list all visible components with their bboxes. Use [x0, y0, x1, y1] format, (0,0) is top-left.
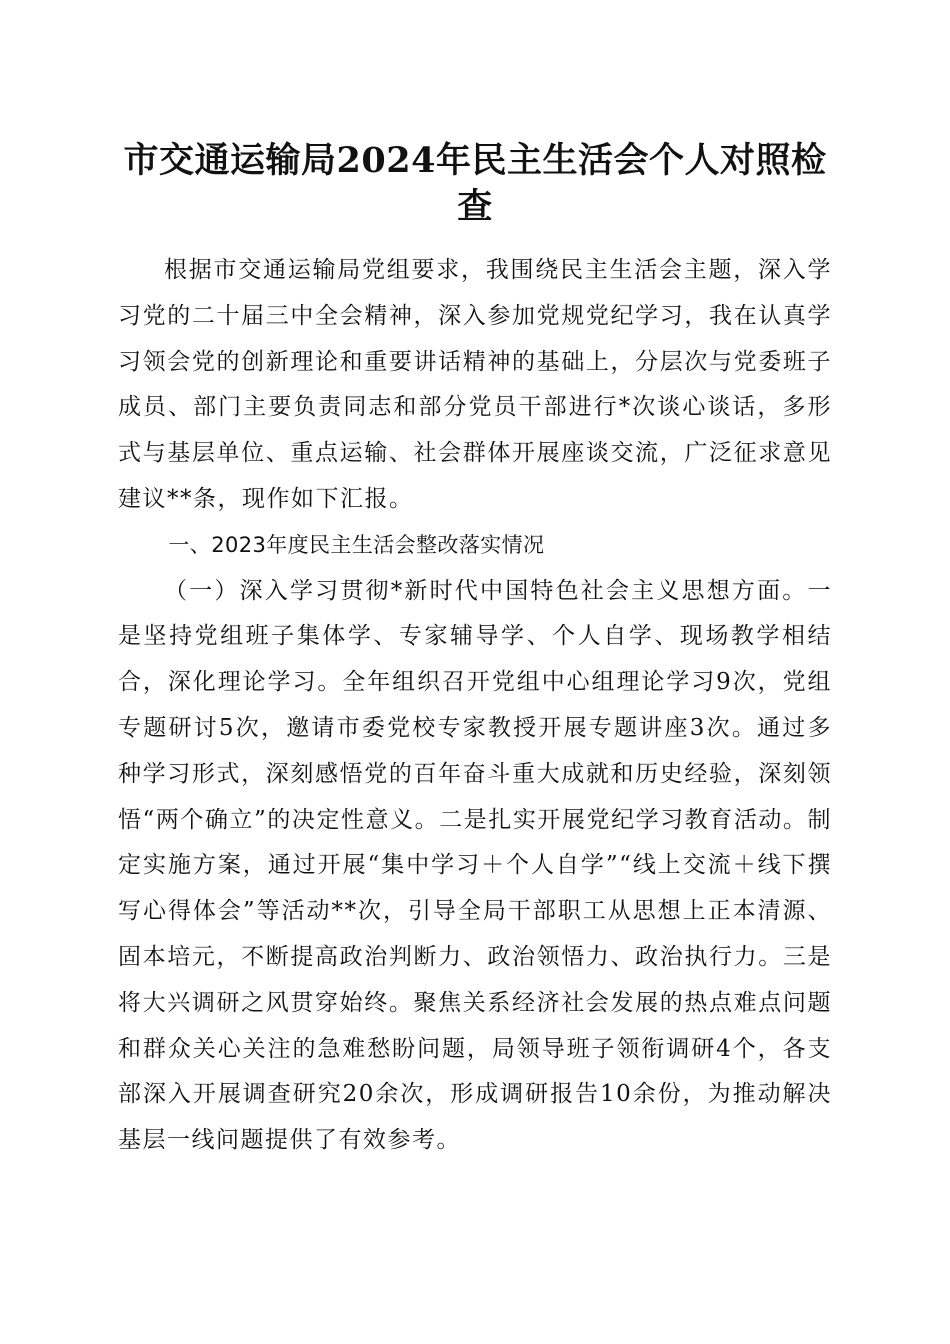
document-title: 市交通运输局2024年民主生活会个人对照检查: [123, 140, 827, 227]
intro-paragraph: 根据市交通运输局党组要求，我围绕民主生活会主题，深入学习党的二十届三中全会精神，深入参加党规党纪学习，我在认真学习领会党的创新理论和重要讲话精神的基础上，分层次与党委班子成员、部门主要负责同志和部分党员干部进行*次谈心谈话，多形式与基层单位、重点运输、社会群体开展座谈交流，广泛征求意见建议**条，现作如下汇报。: [118, 257, 832, 512]
subsection-paragraph-1: （一）深入学习贯彻*新时代中国特色社会主义思想方面。一是坚持党组班子集体学、专家辅导学、个人自学、现场教学相结合，深化理论学习。全年组织召开党组中心组理论学习9次，党组专题研讨5次，邀请市委党校专家教授开展专题讲座3次。通过多种学习形式，深刻感悟党的百年奋斗重大成就和历史经验，深刻领悟“两个确立”的决定性意义。二是扎实开展党纪学习教育活动。制定实施方案，通过开展“集中学习＋个人自学”“线上交流＋线下撰写心得体会”等活动**次，引导全局干部职工从思想上正本清源、固本培元，不断提高政治判断力、政治领悟力、政治执行力。三是将大兴调研之风贯穿始终。聚焦关系经济社会发展的热点难点问题和群众关心关注的急难愁盼问题，局领导班子领衔调研4个，各支部深入开展调查研究20余次，形成调研报告10余份，为推动解决基层一线问题提供了有效参考。: [118, 577, 832, 1154]
section-heading-1: 一、2023年度民主生活会整改落实情况: [168, 532, 545, 557]
document-body: [118, 248, 832, 1164]
